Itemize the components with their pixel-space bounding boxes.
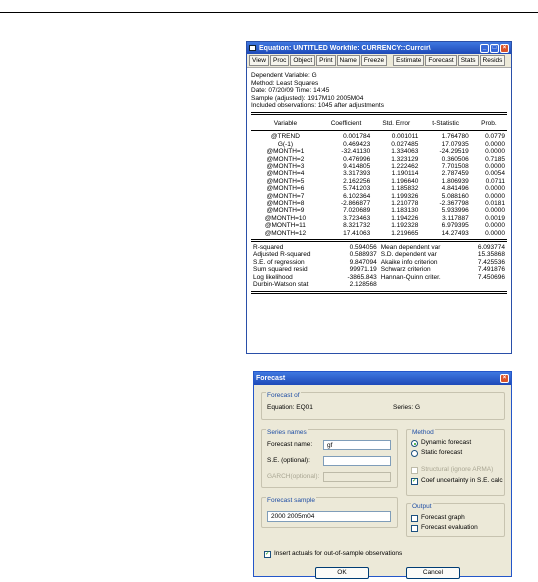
stat-label: Mean dependent var [380,244,441,252]
insert-actuals-checkbox[interactable]: ✓ [265,551,271,557]
equation-window-title: Equation: UNTITLED Workfile: CURRENCY::Currcir\ [259,44,431,52]
table-row [251,215,507,222]
forecast-evaluation-checkbox[interactable] [411,525,418,532]
cell: 0.0019 [485,214,505,222]
cell: 1.183130 [391,207,419,215]
maximize-icon[interactable]: □ [490,44,499,53]
stat-value: 6.093774 [477,244,505,252]
cell: 0.0000 [485,148,505,156]
cell: 5.933996 [441,207,469,215]
structural-label: Structural (ignore ARMA) [421,466,494,473]
table-row [251,163,507,170]
forecast-titlebar[interactable] [254,372,511,385]
forecast-button[interactable]: Forecast [425,55,456,66]
dependent-variable: Dependent Variable: G [251,72,317,79]
cell: 0.0000 [485,185,505,193]
view-button[interactable]: View [249,55,269,66]
cell: 0.476996 [343,155,371,163]
cell: @TREND [270,133,300,141]
cell: @MONTH=8 [266,200,305,208]
cell: 17.07935 [441,140,469,148]
col-coefficient: Coefficient [330,119,362,127]
table-row [251,222,507,229]
cell: 4.841496 [441,185,469,193]
cell: 1.210778 [391,200,419,208]
cell: 0.0000 [485,207,505,215]
summary-stats-table [251,244,507,288]
static-forecast-label[interactable]: Static forecast [421,449,463,456]
cell: 0.0054 [485,170,505,178]
structural-checkbox [411,467,418,474]
col-variable: Variable [273,119,298,127]
cell: 8.321732 [343,222,371,230]
cell: 0.0000 [485,163,505,170]
se-label: S.E. (optional): [267,457,310,464]
coef-uncertainty-label[interactable]: Coef uncertainty in S.E. calc [421,477,503,484]
table-row [251,133,507,140]
cell: 1.190114 [391,170,419,178]
proc-button[interactable]: Proc [270,55,289,66]
stat-value: 99971.19 [349,266,377,274]
cell: 1.334063 [391,148,419,156]
cell: 3.117887 [442,214,469,222]
cell: -2.866877 [340,200,371,208]
group-label: Method [412,429,434,436]
stat-value: 2.128568 [349,281,377,289]
observations-line: Included observations: 1045 after adjustments [251,102,384,110]
cell: 1.185832 [391,185,419,193]
freeze-button[interactable]: Freeze [361,55,387,66]
table-header [251,117,507,130]
equation-titlebar[interactable] [247,42,511,54]
cell: @MONTH=6 [266,185,305,193]
method-line: Method: Least Squares [251,79,319,87]
cell: 0.469423 [343,140,371,148]
dynamic-forecast-radio[interactable] [411,440,418,447]
equation-toolbar [247,54,511,68]
forecast-sample-input[interactable] [267,511,391,522]
stat-value: 7.450696 [477,273,505,281]
forecast-dialog-title: Forecast [256,375,286,382]
resids-button[interactable]: Resids [480,55,506,66]
cell: @MONTH=4 [266,170,305,178]
stat-label: Durbin-Watson stat [253,281,309,289]
cell: 5.741203 [343,185,371,193]
cell: G(-1) [277,140,293,148]
cell: -24.29519 [439,148,469,156]
cell: 0.0000 [485,140,505,148]
stat-label: Adjusted R-squared [253,251,311,259]
cell: 6.979395 [441,222,469,230]
table-row [251,156,507,163]
forecast-sample-group [261,497,398,528]
stats-row [251,266,507,273]
cell: 3.317393 [343,170,371,178]
series-names-group [261,429,398,488]
cell: 0.0000 [485,192,505,200]
stat-label: S.D. dependent var [380,251,437,259]
cell: 7.701508 [441,163,469,170]
stat-label: Akaike info criterion [380,258,438,266]
col-std-error: Std. Error [382,119,411,127]
cell: 6.102364 [343,192,371,200]
close-icon[interactable]: × [500,374,509,383]
cell: 17.41063 [343,229,371,237]
cell: -2.367798 [439,200,469,208]
group-label: Forecast of [267,392,300,399]
cell: @MONTH=12 [264,229,307,237]
cell: 2.162256 [343,177,371,185]
table-row [251,207,507,214]
table-row [251,178,507,185]
stats-row [251,251,507,258]
table-row [251,200,507,207]
col-prob: Prob. [481,119,497,127]
stat-label: Log likelihood [253,273,293,281]
insert-actuals-label[interactable]: Insert actuals for out-of-sample observations [274,550,403,557]
minimize-icon[interactable]: _ [480,44,489,53]
stat-value: 7.425536 [477,258,505,266]
cell: 0.001784 [343,133,371,141]
equation-name: Equation: EQ01 [267,404,313,411]
cancel-button[interactable]: Cancel [406,567,460,579]
equation-window [246,41,512,354]
stat-value: -3865.843 [347,273,377,281]
estimate-button[interactable]: Estimate [393,55,424,66]
cell: 0.027485 [391,140,419,148]
forecast-graph-checkbox[interactable] [411,515,418,522]
se-input[interactable] [323,456,391,466]
cell: 1.323129 [391,155,419,163]
garch-input [323,472,391,482]
name-button[interactable]: Name [337,55,360,66]
cell: 1.196640 [391,177,419,185]
window-icon [249,45,256,51]
stat-label: S.E. of regression [253,258,305,266]
forecast-name-input[interactable] [323,440,391,450]
method-group [406,429,505,496]
cell: 1.222462 [391,163,419,170]
coef-uncertainty-checkbox[interactable]: ✓ [412,478,418,484]
date-line: Date: 07/20/09 Time: 14:45 [251,87,330,95]
stat-label: Sum squared resid [253,266,308,274]
group-label: Output [412,503,432,510]
series-name: Series: G [393,404,421,411]
cell: @MONTH=2 [266,155,305,163]
cell: 1.192328 [391,222,419,230]
stat-value: 0.588937 [349,251,377,259]
output-group [406,503,505,537]
cell: 1.806939 [441,177,469,185]
cell: 1.764780 [441,133,469,141]
stat-label [379,281,465,288]
divider [251,239,507,242]
cell: 0.0000 [485,229,505,237]
forecast-name-label: Forecast name: [267,441,313,448]
stat-value: 15.35868 [477,251,505,259]
table-row [251,148,507,155]
cell: @MONTH=5 [266,177,305,185]
cell: 0.7185 [485,155,505,163]
cell: @MONTH=11 [264,222,306,230]
stat-value: 9.847094 [349,258,377,266]
group-label: Forecast sample [267,497,316,504]
stats-row [251,259,507,266]
stat-value [465,281,507,288]
forecast-evaluation-label[interactable]: Forecast evaluation [421,524,478,531]
cell: 9.414805 [343,163,371,170]
stats-row [251,244,507,251]
cell: 0.360506 [441,155,469,163]
cell: @MONTH=3 [266,163,305,170]
stat-label: Schwarz criterion [380,266,431,274]
garch-label: GARCH(optional): [267,473,320,480]
page-top-rule [0,12,538,13]
coefficient-table [251,117,507,237]
stat-label: Hannan-Quinn criter. [380,273,441,281]
stat-value: 7.491876 [477,266,505,274]
cell: @MONTH=10 [264,214,307,222]
stats-row [251,274,507,281]
cell: -32.41130 [341,148,371,156]
cell: @MONTH=7 [266,192,305,200]
forecast-graph-label[interactable]: Forecast graph [421,514,465,521]
cell: 0.0711 [485,177,505,185]
estimation-output [247,68,511,294]
cell: 1.194226 [391,214,419,222]
ok-button[interactable]: OK [315,567,369,579]
forecast-dialog [253,371,512,577]
sample-line: Sample (adjusted): 1917M10 2005M04 [251,94,364,102]
stats-row [251,281,507,288]
cell: 5.088160 [441,192,469,200]
stat-label: R-squared [253,244,284,252]
object-button[interactable]: Object [290,55,315,66]
table-row [251,170,507,177]
cell: 0.0000 [485,222,505,230]
cell: 0.0181 [485,200,505,208]
divider [251,291,507,294]
dynamic-forecast-label[interactable]: Dynamic forecast [421,439,472,446]
cell: 1.199326 [391,192,419,200]
cell: 1.219665 [391,229,419,237]
divider [251,112,507,115]
table-row [251,141,507,148]
group-label: Series names [267,429,307,436]
cell: @MONTH=9 [266,207,305,215]
cell: 0.001011 [391,133,419,141]
table-row [251,230,507,237]
cell: 14.27493 [441,229,469,237]
forecast-of-group [261,392,505,420]
stat-value: 0.594056 [349,244,377,252]
table-row [251,193,507,200]
cell: 0.0779 [485,133,505,141]
cell: 7.020689 [343,207,371,215]
static-forecast-radio[interactable] [411,450,418,457]
col-t-statistic: t-Statistic [432,119,459,127]
close-icon[interactable]: × [500,44,509,53]
table-row [251,185,507,192]
cell: 2.787459 [441,170,469,178]
print-button[interactable]: Print [316,55,335,66]
cell: @MONTH=1 [266,148,305,156]
stats-button[interactable]: Stats [458,55,479,66]
cell: 3.723463 [343,214,371,222]
